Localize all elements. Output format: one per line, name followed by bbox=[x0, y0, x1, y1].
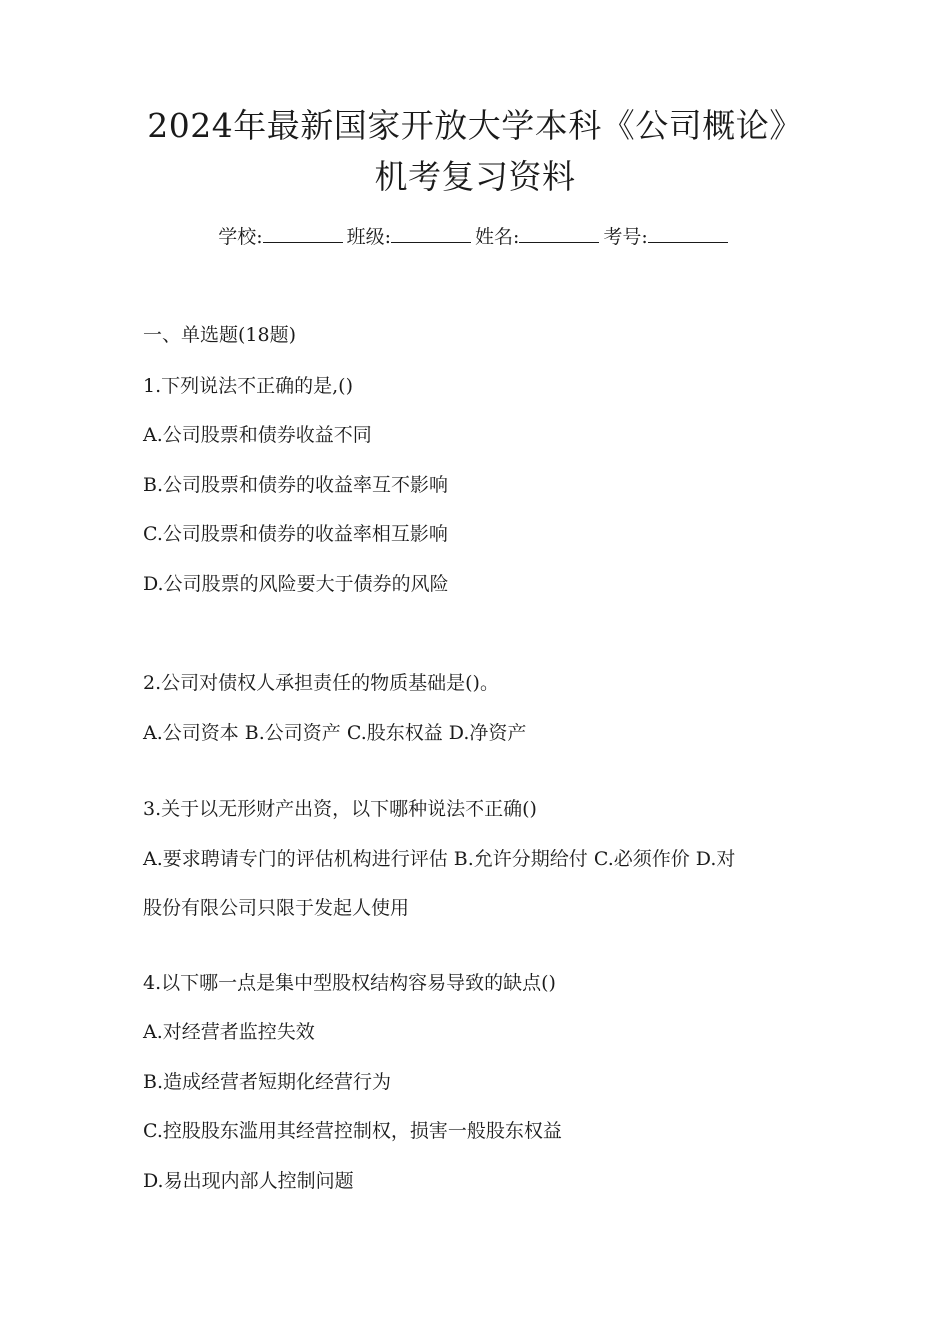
section-heading: 一、单选题(18题) bbox=[143, 324, 297, 346]
question-2-stem: 2.公司对债权人承担责任的物质基础是()。 bbox=[143, 672, 499, 694]
exam-number-blank bbox=[648, 222, 728, 243]
question-1-option-d: D.公司股票的风险要大于债券的风险 bbox=[143, 573, 449, 595]
info-label-school: 学校: bbox=[218, 226, 263, 248]
question-1-option-c: C.公司股票和债券的收益率相互影响 bbox=[143, 523, 448, 545]
question-4-stem: 4.以下哪一点是集中型股权结构容易导致的缺点() bbox=[143, 972, 556, 994]
question-4-option-c: C.控股股东滥用其经营控制权，损害一般股东权益 bbox=[143, 1120, 562, 1142]
question-1-option-a: A.公司股票和债券收益不同 bbox=[143, 424, 372, 446]
info-field-school bbox=[218, 222, 346, 251]
class-blank bbox=[391, 222, 471, 243]
question-3-stem: 3.关于以无形财产出资，以下哪种说法不正确() bbox=[143, 798, 537, 820]
info-field-class bbox=[347, 222, 475, 251]
student-info-row bbox=[0, 222, 950, 251]
question-1-option-b: B.公司股票和债券的收益率互不影响 bbox=[143, 474, 449, 496]
question-2-options: A.公司资本 B.公司资产 C.股东权益 D.净资产 bbox=[143, 722, 527, 744]
info-label-name: 姓名: bbox=[475, 226, 520, 248]
document-title-line-2: 机考复习资料 bbox=[374, 157, 576, 196]
document-title-line-1: 2024年最新国家开放大学本科《公司概论》 bbox=[147, 106, 803, 145]
school-blank bbox=[263, 222, 343, 243]
info-label-exam-number: 考号: bbox=[603, 226, 648, 248]
name-blank bbox=[519, 222, 599, 243]
question-1-stem: 1.下列说法不正确的是,() bbox=[143, 375, 353, 397]
question-4-option-d: D.易出现内部人控制问题 bbox=[143, 1170, 354, 1192]
info-label-class: 班级: bbox=[346, 226, 391, 248]
question-3-options-line-1: A.要求聘请专门的评估机构进行评估 B.允许分期给付 C.必须作价 D.对 bbox=[143, 848, 736, 870]
info-field-name bbox=[475, 222, 603, 251]
question-4-option-b: B.造成经营者短期化经营行为 bbox=[143, 1071, 392, 1093]
question-4-option-a: A.对经营者监控失效 bbox=[143, 1021, 315, 1043]
info-field-exam-number bbox=[603, 222, 731, 251]
question-3-options-line-2: 股份有限公司只限于发起人使用 bbox=[143, 897, 410, 919]
